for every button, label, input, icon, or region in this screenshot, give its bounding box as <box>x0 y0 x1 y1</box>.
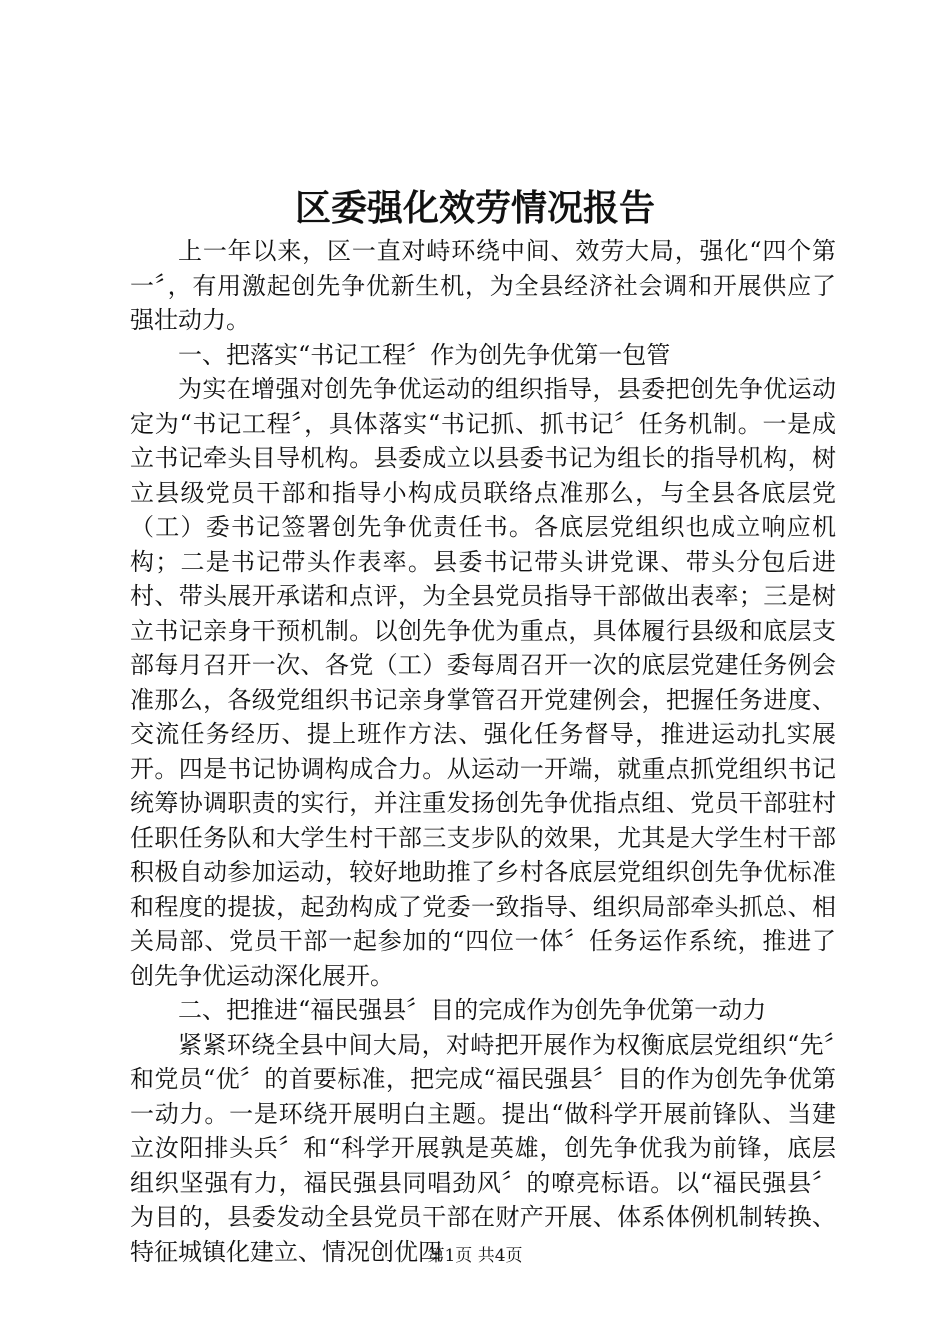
document-title: 区委强化效劳情况报告 <box>294 187 655 229</box>
paragraph-section-2: 紧紧环绕全县中间大局，对峙把开展作为权衡底层党组织“先〞和党员“优〞的首要标准，把完成“福民强县〞目的作为创先争优第一动力。一是环绕开展明白主题。提出“做科学开展前锋队、当建立汝阳排头兵〞和“科学开展孰是英雄，创先争优我为前锋，底层组织坚强有力，福民强县同唱劲风〞的嘹亮标语。以“福民强县〞为目的，县委发动全县党员干部在财产开展、体系体例机制转换、特征城镇化建立、情况创优四 <box>130 1030 836 1266</box>
paragraph-intro: 上一年以来，区一直对峙环绕中间、效劳大局，强化“四个第一〞，有用激起创先争优新生机，为全县经济社会调和开展供应了强壮动力。 <box>130 237 836 334</box>
section-heading-2: 二、把推进“福民强县〞目的完成作为创先争优第一动力 <box>178 996 767 1024</box>
page-number-footer: 第1页 共4页 <box>427 1246 523 1266</box>
document-body <box>130 234 836 1269</box>
section-heading-1: 一、把落实“书记工程〞作为创先争优第一包管 <box>178 340 671 369</box>
paragraph-section-1: 为实在增强对创先争优运动的组织指导，县委把创先争优运动定为“书记工程〞，具体落实“书记抓、抓书记〞任务机制。一是成立书记牵头目导机构。县委成立以县委书记为组长的指导机构，树立县级党员干部和指导小构成员联络点准那么，与全县各底层党（工）委书记签署创先争优责任书。各底层党组织也成立响应机构；二是书记带头作表率。县委书记带头讲党课、带头分包后进村、带头展开承诺和点评，为全县党员指导干部做出表率；三是树立书记亲身干预机制。以创先争优为重点，具体履行县级和底层支部每月召开一次、各党（工）委每周召开一次的底层党建任务例会准那么，各级党组织书记亲身掌管召开党建例会，把握任务进度、交流任务经历、提上班作方法、强化任务督导，推进运动扎实展开。四是书记协调构成合力。从运动一开端，就重点抓党组织书记统筹协调职责的实行，并注重发扬创先争优指点组、党员干部驻村任职任务队和大学生村干部三支步队的效果，尤其是大学生村干部积极自动参加运动，较好地助推了乡村各底层党组织创先争优标准和程度的提拔，起劲构成了党委一致指导、组织局部牵头抓总、相关局部、党员干部一起参加的“四位一体〞任务运作系统，推进了创先争优运动深化展开。 <box>130 375 836 990</box>
